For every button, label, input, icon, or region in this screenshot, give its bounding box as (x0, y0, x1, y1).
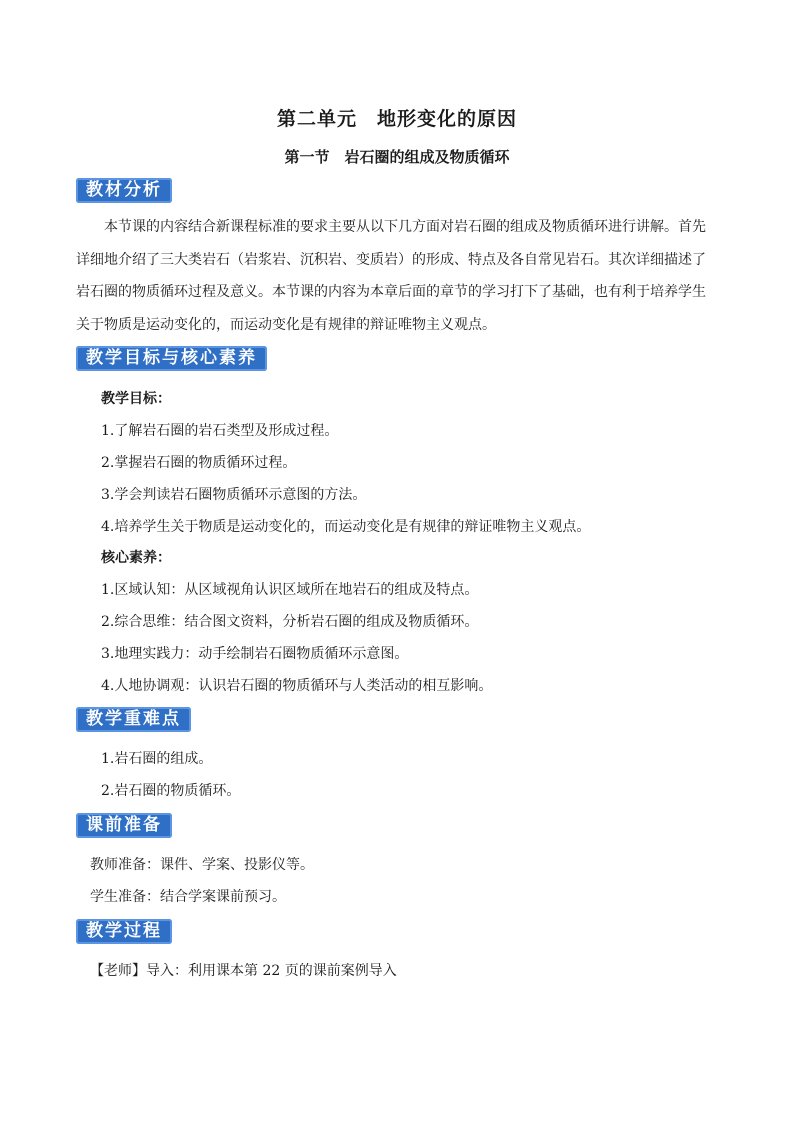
goal-item: 1.了解岩石圈的岩石类型及形成过程。 (101, 423, 339, 439)
section-title: 第一节 岩石圈的组成及物质循环 (284, 148, 510, 166)
literacy-subheading: 核心素养： (101, 550, 171, 566)
key-point-item: 2.岩石圈的物质循环。 (101, 783, 241, 799)
teacher-preparation: 教师准备：课件、学案、投影仪等。 (90, 857, 314, 873)
key-point-item: 1.岩石圈的组成。 (101, 751, 213, 767)
heading-preparation: 课前准备 (76, 813, 172, 838)
student-preparation: 学生准备：结合学案课前预习。 (90, 889, 286, 905)
heading-key-points: 教学重难点 (76, 707, 191, 732)
goal-item: 2.掌握岩石圈的物质循环过程。 (101, 455, 297, 471)
heading-material-analysis: 教材分析 (76, 178, 172, 203)
material-analysis-paragraph: 本节课的内容结合新课程标准的要求主要从以下几方面对岩石圈的组成及物质循环进行讲解。首先详细地介绍了三大类岩石（岩浆岩、沉积岩、变质岩）的形成、特点及各自常见岩石。其次详细描述了岩石圈的物质循环过程及意义。本节课的内容为本章后面的章节的学习打下了基础，也有利于培养学生关于物质是运动变化的，而运动变化是有规律的辩证唯物主义观点。 (76, 219, 706, 333)
goal-item: 3.学会判读岩石圈物质循环示意图的方法。 (101, 487, 367, 503)
literacy-item: 2.综合思维：结合图文资料，分析岩石圈的组成及物质循环。 (101, 614, 479, 630)
literacy-item: 1.区域认知：从区域视角认识区域所在地岩石的组成及特点。 (101, 582, 479, 598)
literacy-item: 4.人地协调观：认识岩石圈的物质循环与人类活动的相互影响。 (101, 678, 493, 694)
heading-process: 教学过程 (76, 919, 172, 944)
unit-title: 第二单元 地形变化的原因 (276, 108, 517, 130)
literacy-item: 3.地理实践力：动手绘制岩石圈物质循环示意图。 (101, 646, 409, 662)
process-intro-line: 【老师】导入：利用课本第 22 页的课前案例导入 (90, 963, 397, 979)
goal-item: 4.培养学生关于物质是运动变化的，而运动变化是有规律的辩证唯物主义观点。 (101, 519, 591, 535)
goals-subheading: 教学目标： (101, 391, 171, 407)
heading-goals-literacy: 教学目标与核心素养 (76, 346, 267, 371)
